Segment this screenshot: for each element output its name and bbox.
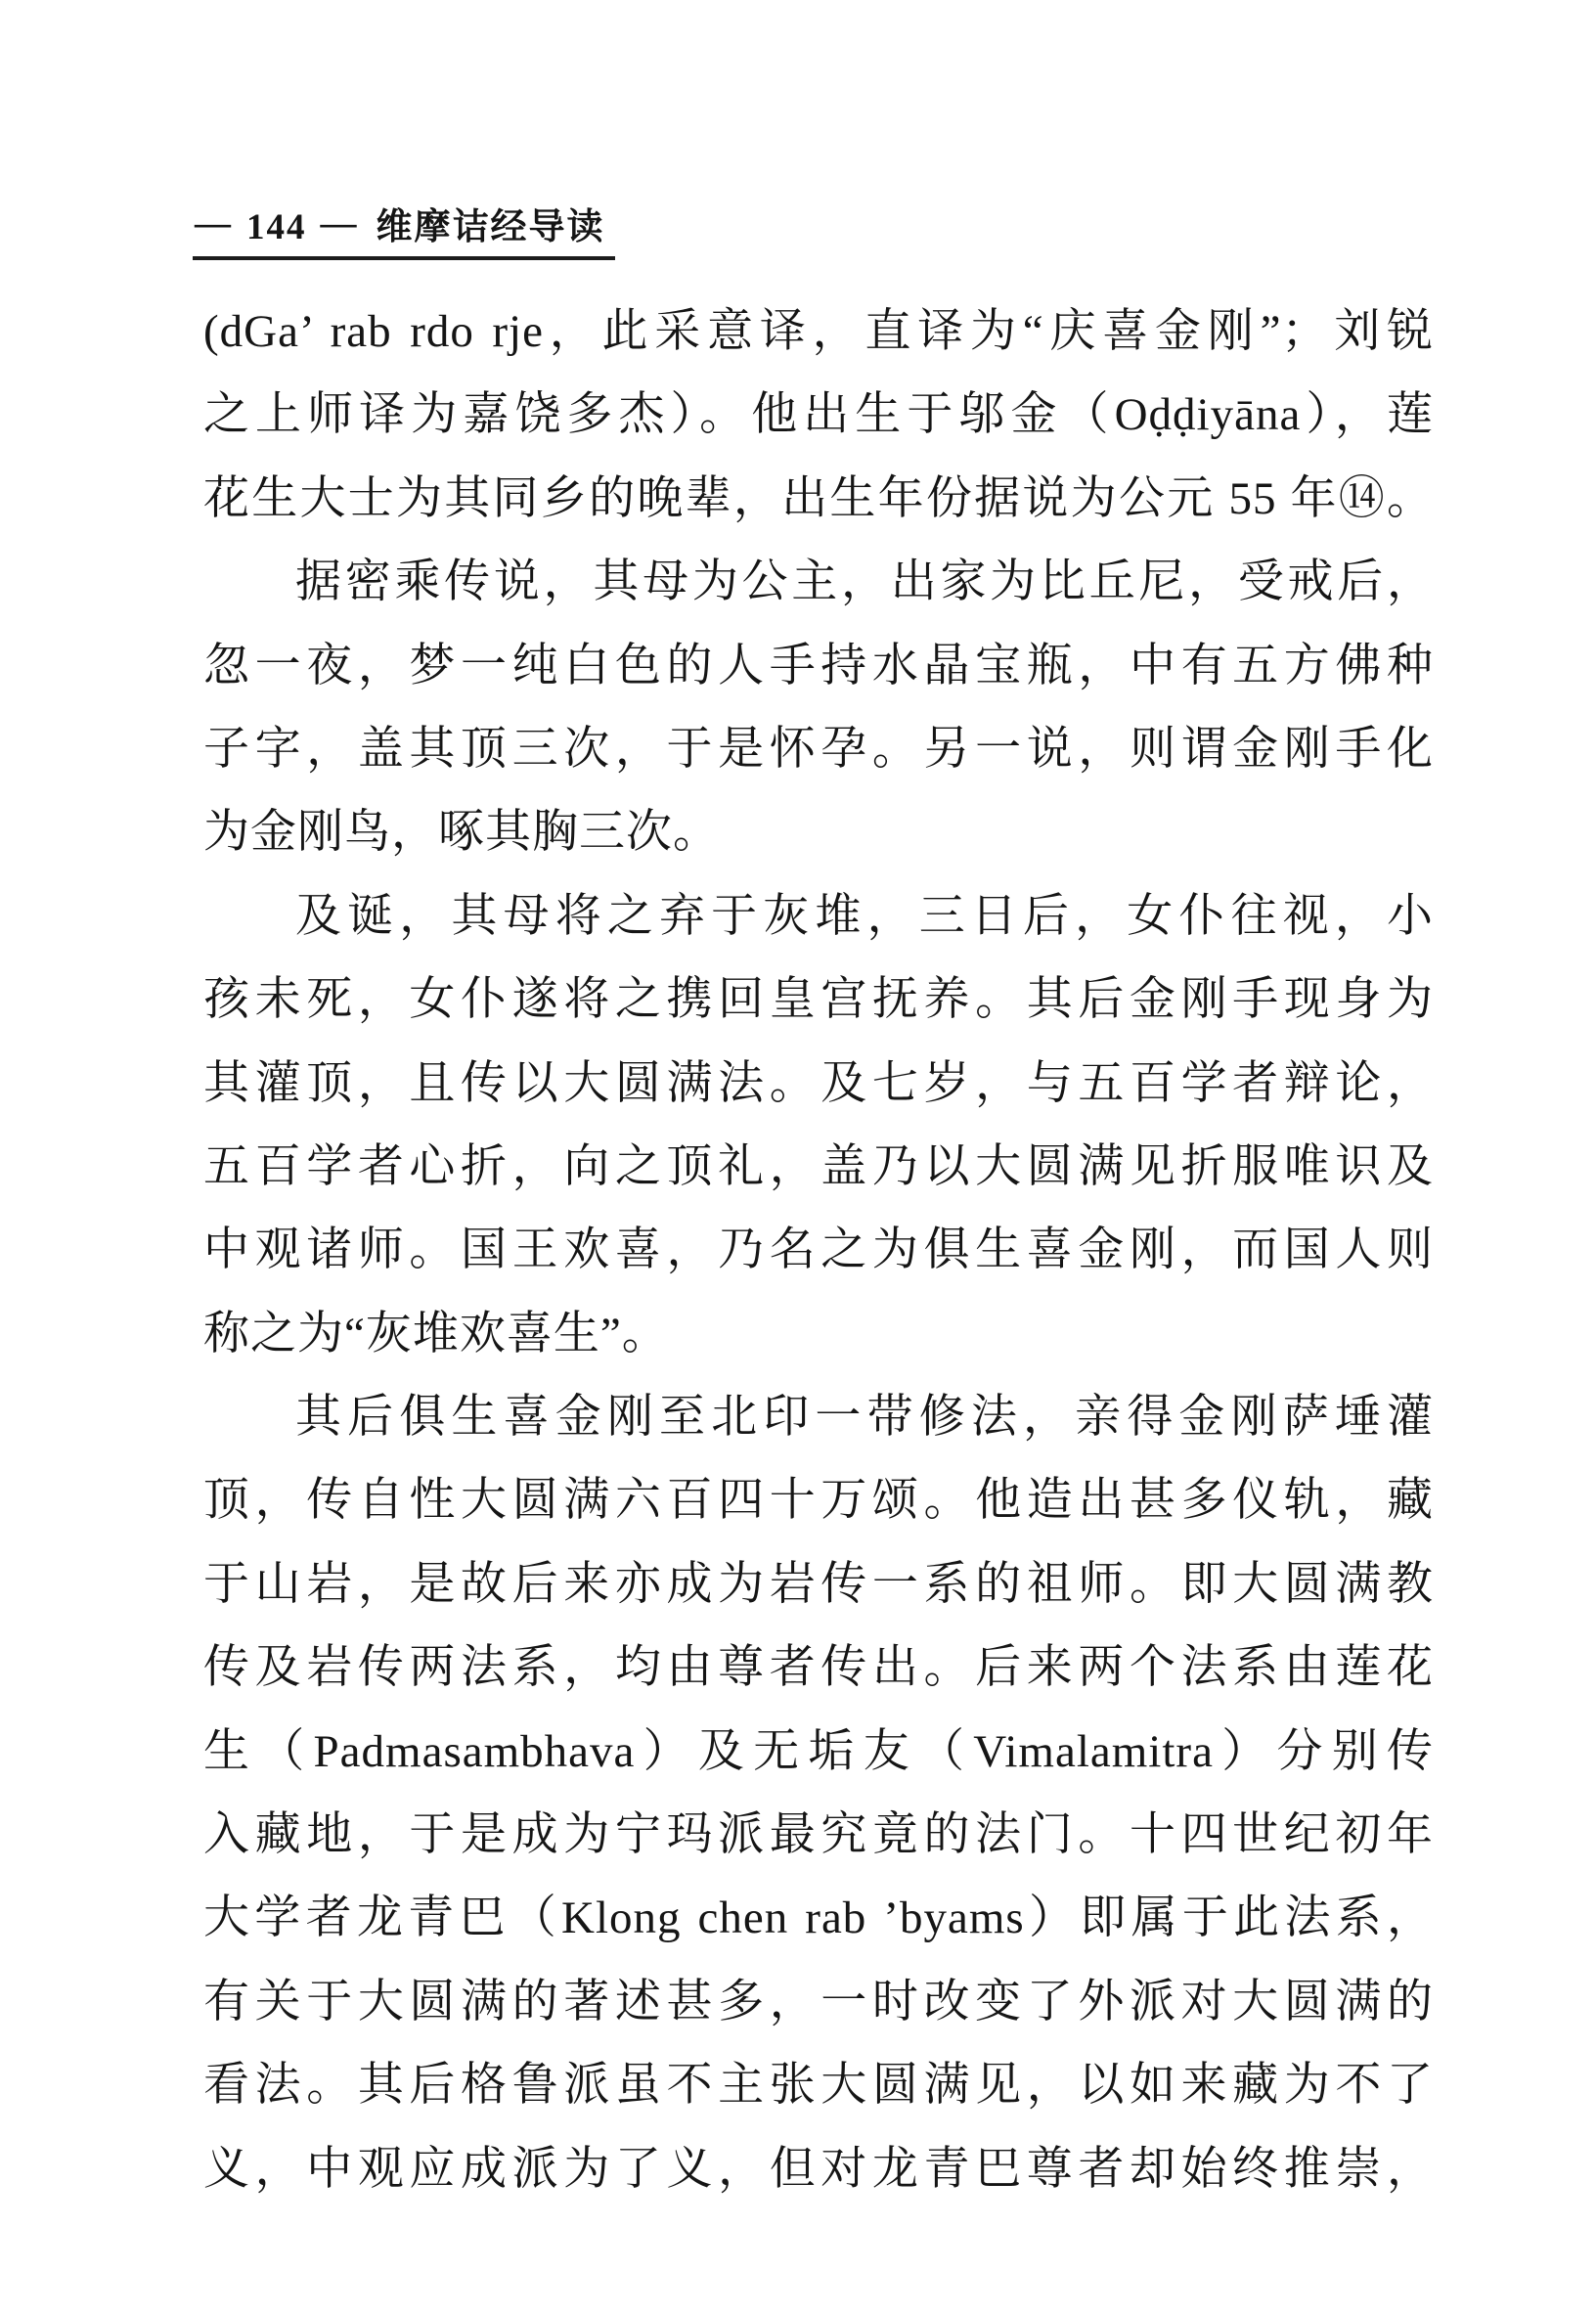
- text-line: 中观诸师。国王欢喜，乃名之为俱生喜金刚，而国人则: [203, 1225, 1434, 1276]
- text-line: 顶，传自性大圆满六百四十万颂。他造出甚多仪轨，藏: [203, 1475, 1434, 1527]
- text-line: 为金刚鸟，啄其胸三次。: [203, 807, 720, 859]
- text-line: 称之为“灰堆欢喜生”。: [203, 1308, 669, 1359]
- text-line: (dGa’ rab rdo rje，此采意译，直译为“庆喜金刚”；刘锐: [203, 306, 1434, 357]
- running-header: [193, 197, 615, 260]
- text-line: 传及岩传两法系，均由尊者传出。后来两个法系由莲花: [203, 1642, 1434, 1694]
- text-line: 及诞，其母将之弃于灰堆，三日后，女仆往视，小: [295, 890, 1434, 942]
- text-line: 之上师译为嘉饶多杰）。他出生于邬金（Oḍḍiyāna），莲: [203, 389, 1434, 441]
- text-line: 忽一夜，梦一纯白色的人手持水晶宝瓶，中有五方佛种: [203, 640, 1434, 691]
- header-page-number: 144: [246, 207, 307, 247]
- header-dash-right: —: [320, 203, 359, 244]
- text-line: 生（Padmasambhava）及无垢友（Vimalamitra）分别传: [203, 1725, 1434, 1777]
- text-line: 其灌顶，且传以大圆满法。及七岁，与五百学者辩论，: [203, 1057, 1434, 1109]
- text-line: 于山岩，是故后来亦成为岩传一系的祖师。即大圆满教: [203, 1558, 1434, 1610]
- text-line: 子字，盖其顶三次，于是怀孕。另一说，则谓金刚手化: [203, 723, 1434, 775]
- text-line: 有关于大圆满的著述甚多，一时改变了外派对大圆满的: [203, 1976, 1434, 2027]
- header-dash-left: —: [195, 203, 233, 244]
- text-line: 大学者龙青巴（Klong chen rab ’byams）即属于此法系，: [203, 1893, 1435, 1944]
- text-line: 花生大士为其同乡的晚辈，出生年份据说为公元 55 年⑭。: [203, 472, 1434, 524]
- text-line: 据密乘传说，其母为公主，出家为比丘尼，受戒后，: [295, 557, 1434, 608]
- text-line: 孩未死，女仆遂将之携回皇宫抚养。其后金刚手现身为: [203, 974, 1434, 1026]
- text-line: 五百学者心折，向之顶礼，盖乃以大圆满见折服唯识及: [203, 1140, 1434, 1192]
- text-line: 义，中观应成派为了义，但对龙青巴尊者却始终推崇，: [203, 2143, 1434, 2195]
- text-line: 其后俱生喜金刚至北印一带修法，亲得金刚萨埵灌: [295, 1392, 1434, 1444]
- text-line: 看法。其后格鲁派虽不主张大圆满见，以如来藏为不了: [203, 2060, 1434, 2112]
- text-line: 入藏地，于是成为宁玛派最究竟的法门。十四世纪初年: [203, 1809, 1434, 1861]
- body-text: [203, 290, 1434, 2211]
- header-book-title: 维摩诘经导读: [376, 207, 605, 247]
